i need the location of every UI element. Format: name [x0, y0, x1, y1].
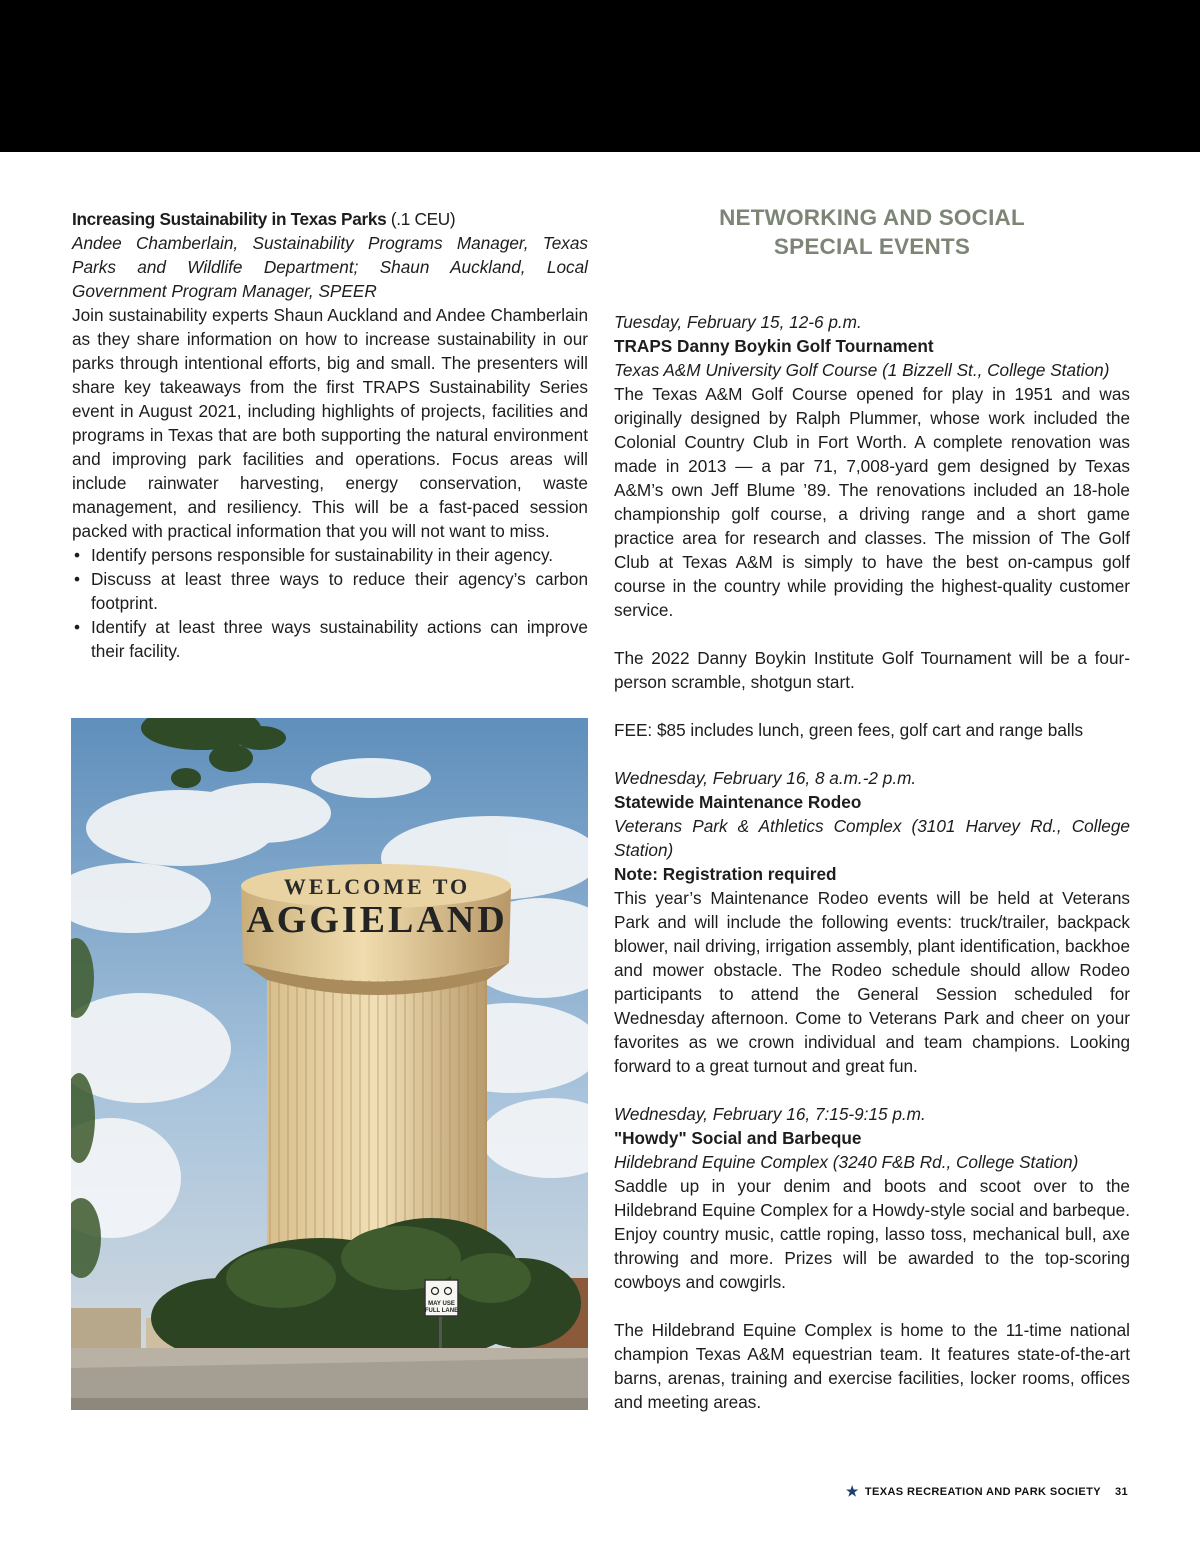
event-body: This year’s Maintenance Rodeo events will be held at Veterans Park and will include the following events: truck/trailer, backpack blower, nail driving, irrigation assembly, plant identification, backhoe and mower obstacle. The Rodeo schedule should allow Rodeo participants to attend the General Session scheduled for Wednesday afternoon. Come to Veterans Park and cheer on your favorites as we crown individual and team champions. Looking forward to a great turnout and great fun. — [614, 888, 1130, 1076]
event-title: Statewide Maintenance Rodeo — [614, 792, 862, 812]
left-column — [72, 207, 588, 663]
event-body: Saddle up in your denim and boots and scoot over to the Hildebrand Equine Complex for a Howdy-style social and barbeque. Enjoy country music, cattle roping, lasso toss, mechanical bull, axe throwing and more. Prizes will be awarded to the top-scoring cowboys and cowgirls. — [614, 1176, 1130, 1292]
session-ceu: (.1 CEU) — [386, 209, 456, 229]
right-column — [614, 207, 1130, 1414]
session-presenters: Andee Chamberlain, Sustainability Programs Manager, Texas Parks and Wildlife Department; Shaun Auckland, Local Government Program Manager, SPEER — [72, 233, 588, 301]
top-black-band — [0, 0, 1200, 152]
water-tower-photo — [71, 718, 588, 1410]
event-date: Wednesday, February 16, 7:15-9:15 p.m. — [614, 1104, 926, 1124]
event-note: Note: Registration required — [614, 864, 837, 884]
sign-text-line1: MAY USE — [428, 1301, 455, 1307]
event-body-secondary: The Hildebrand Equine Complex is home to the 11-time national champion Texas A&M equestrian team. It features state-of-the-art barns, arenas, training and exercise facilities, locker rooms, offices and meeting areas. — [614, 1320, 1130, 1412]
session-description: Join sustainability experts Shaun Auckland and Andee Chamberlain as they share information on how to increase sustainability in our parks through intentional efforts, big and small. The presenters will share key takeaways from the first TRAPS Sustainability Series event in August 2021, including highlights of projects, facilities and programs in Texas that are both supporting the natural environment and improving park facilities and operations. Focus areas will include rainwater harvesting, energy conservation, waste management, and resiliency. This will be a fast-paced session packed with practical information that you will not want to miss. — [72, 305, 588, 541]
learning-objectives — [72, 543, 588, 663]
water-tower-illustration — [71, 718, 588, 1410]
session-title-bold: Increasing Sustainability in Texas Parks — [72, 209, 387, 229]
event-location: Hildebrand Equine Complex (3240 F&B Rd., College Station) — [614, 1152, 1079, 1172]
event-rodeo — [614, 766, 1130, 1078]
event-location: Veterans Park & Athletics Complex (3101 Harvey Rd., College Station) — [614, 816, 1130, 860]
section-heading — [614, 203, 1130, 261]
event-fee: FEE: $85 includes lunch, green fees, golf cart and range balls — [614, 720, 1084, 740]
event-golf — [614, 310, 1130, 742]
event-title: "Howdy" Social and Barbeque — [614, 1128, 862, 1148]
event-howdy-social — [614, 1102, 1130, 1414]
objective-item: • Identify persons responsible for sustainability in their agency. — [72, 543, 588, 567]
event-location: Texas A&M University Golf Course (1 Bizzell St., College Station) — [614, 360, 1110, 380]
objective-item: • Discuss at least three ways to reduce their agency’s carbon footprint. — [72, 567, 588, 615]
section-heading-line2: SPECIAL EVENTS — [773, 234, 971, 259]
objective-item: • Identify at least three ways sustainability actions can improve their facility. — [72, 615, 588, 663]
event-date: Tuesday, February 15, 12-6 p.m. — [614, 312, 862, 332]
page-number: 31 — [1114, 1485, 1128, 1498]
session-title — [72, 207, 588, 231]
footer-org-name: TEXAS RECREATION AND PARK SOCIETY — [864, 1485, 1101, 1498]
tower-text-line1: WELCOME TO — [283, 874, 471, 899]
star-icon: ★ — [845, 1483, 859, 1499]
event-body: The Texas A&M Golf Course opened for play in 1951 and was originally designed by Ralph Plummer, whose work included the Colonial Country Club in Fort Worth. A complete renovation was made in 2013 — a par 71, 7,008-yard gem designed by Texas A&M’s own Jeff Blume ’89. The renovations included an 18-hole championship golf course, a driving range and a short game practice area for research and classes. The mission of The Golf Club at Texas A&M is simply to have the best on-campus golf course in the country while providing the highest-quality customer service. — [614, 384, 1130, 620]
event-title: TRAPS Danny Boykin Golf Tournament — [614, 336, 934, 356]
event-date: Wednesday, February 16, 8 a.m.-2 p.m. — [614, 768, 917, 788]
page-footer — [846, 1483, 1128, 1500]
event-body-secondary: The 2022 Danny Boykin Institute Golf Tournament will be a four-person scramble, shotgun start. — [614, 648, 1130, 692]
sign-text-line2: FULL LANE — [424, 1308, 459, 1314]
tower-text-line2: AGGIELAND — [246, 899, 508, 941]
section-heading-line1: NETWORKING AND SOCIAL — [719, 205, 1025, 230]
